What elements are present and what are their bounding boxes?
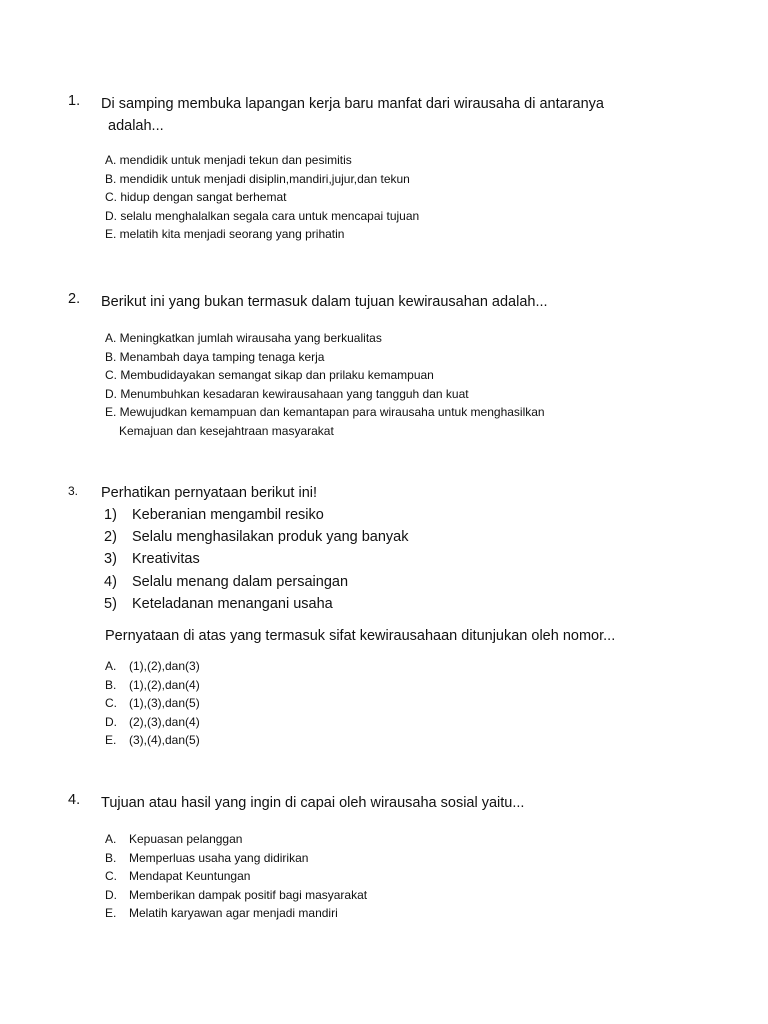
question-number: 1.: [68, 93, 81, 109]
question-stem: Pernyataan di atas yang termasuk sifat kewirausahaan ditunjukan oleh nomor...: [105, 628, 616, 645]
options-list: [105, 151, 708, 244]
question-text: Perhatikan pernyataan berikut ini!: [101, 485, 318, 501]
statement-2: 2) Selalu menghasilakan produk yang banyak: [104, 529, 409, 546]
option-c: C. (1),(3),dan(5): [105, 696, 200, 711]
option-b: B. Menambah daya tamping tenaga kerja: [105, 349, 325, 364]
question-number: 4.: [68, 792, 81, 808]
option-b: B. Memperluas usaha yang didirikan: [105, 850, 309, 865]
option-a: A. Meningkatkan jumlah wirausaha yang berkualitas: [105, 331, 382, 345]
option-d: D. selalu menghalalkan segala cara untuk mencapai tujuan: [105, 208, 420, 223]
options-list: [105, 657, 708, 750]
statement-1: 1) Keberanian mengambil resiko: [104, 507, 324, 523]
option-d: D. (2),(3),dan(4): [105, 714, 200, 729]
option-a: A. Kepuasan pelanggan: [105, 832, 243, 846]
statements-list: [104, 504, 708, 615]
option-e-continuation: Kemajuan dan kesejahtraan masyarakat: [119, 423, 334, 438]
option-b: B. mendidik untuk menjadi disiplin,mandiri,jujur,dan tekun: [105, 171, 410, 186]
statement-4: 4) Selalu menang dalam persaingan: [104, 573, 349, 590]
question-2: [68, 291, 708, 440]
option-a: A. mendidik untuk menjadi tekun dan pesimitis: [105, 153, 352, 167]
question-text: Berikut ini yang bukan termasuk dalam tujuan kewirausahan adalah...: [101, 294, 548, 310]
option-d: D. Menumbuhkan kesadaran kewirausahaan yang tangguh dan kuat: [105, 386, 469, 401]
option-e: E. Mewujudkan kemampuan dan kemantapan para wirausaha untuk menghasilkan: [105, 405, 545, 419]
option-a: A. (1),(2),dan(3): [105, 659, 200, 674]
option-e: E. (3),(4),dan(5): [105, 733, 200, 748]
question-text: Di samping membuka lapangan kerja baru manfat dari wirausaha di antaranya adalah...: [101, 96, 604, 134]
question-4: [68, 792, 708, 923]
options-list: [105, 830, 708, 923]
options-list: [105, 329, 708, 440]
option-c: C. Mendapat Keuntungan: [105, 869, 251, 883]
option-e: E. Melatih karyawan agar menjadi mandiri: [105, 906, 338, 920]
question-1: [68, 93, 708, 244]
option-b: B. (1),(2),dan(4): [105, 677, 200, 692]
option-e: E. melatih kita menjadi seorang yang prihatin: [105, 227, 345, 241]
statement-3: 3) Kreativitas: [104, 551, 200, 568]
option-d: D. Memberikan dampak positif bagi masyarakat: [105, 887, 368, 902]
option-c: C. Membudidayakan semangat sikap dan prilaku kemampuan: [105, 368, 434, 382]
question-number: 3.: [68, 484, 79, 498]
option-c: C. hidup dengan sangat berhemat: [105, 190, 287, 204]
question-number: 2.: [68, 291, 81, 307]
statement-5: 5) Keteladanan menangani usaha: [104, 595, 333, 612]
question-3: [68, 482, 708, 750]
question-text: Tujuan atau hasil yang ingin di capai oleh wirausaha sosial yaitu...: [101, 795, 525, 811]
